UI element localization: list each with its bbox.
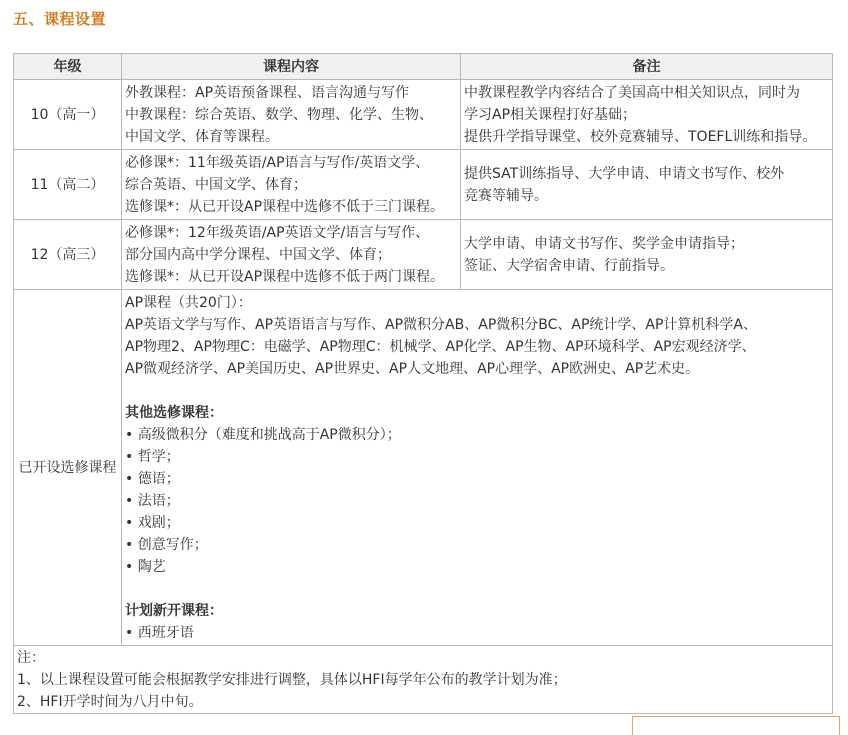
table-row-grade-11	[14, 150, 833, 220]
ap-course-line: AP英语文学与写作、AP英语语言与写作、AP微积分AB、AP微积分BC、AP统计学、AP计算机科学A、	[125, 317, 758, 333]
elective-item: • 戏剧；	[125, 515, 180, 531]
grade-cell: 11（高二）	[14, 150, 122, 220]
content-line: 选修课*：从已开设AP课程中选修不低于两门课程。	[125, 268, 445, 285]
content-line: 外教课程：AP英语预备课程、语言沟通与写作	[125, 84, 410, 101]
elective-item: • 法语；	[125, 493, 180, 509]
planned-item: • 西班牙语	[125, 625, 194, 641]
spacer	[125, 380, 829, 402]
elective-item: • 创意写作；	[125, 537, 208, 553]
content-line: 选修课*：从已开设AP课程中选修不低于三门课程。	[125, 198, 445, 215]
ap-heading: AP课程（共20门）：	[125, 295, 252, 311]
content-cell	[122, 80, 461, 150]
ap-course-line: AP微观经济学、AP美国历史、AP世界史、AP人文地理、AP心理学、AP欧洲史、AP艺术史。	[125, 361, 700, 377]
notes-cell	[14, 646, 833, 714]
note-line: 中教课程教学内容结合了美国高中相关知识点，同时为	[464, 84, 800, 101]
footer-tab	[632, 716, 840, 735]
header-note: 备注	[461, 54, 833, 80]
content-line: 中教课程：综合英语、数学、物理、化学、生物、	[125, 106, 433, 123]
ap-course-line: AP物理2、AP物理C：电磁学、AP物理C：机械学、AP化学、AP生物、AP环境科学、AP宏观经济学、	[125, 339, 756, 355]
note-line: 大学申请、申请文书写作、奖学金申请指导；	[464, 235, 744, 252]
note-line: 签证、大学宿舍申请、行前指导。	[464, 257, 674, 274]
notes-line: 1、以上课程设置可能会根据教学安排进行调整，具体以HFI每学年公布的教学计划为准；	[17, 671, 567, 688]
content-cell	[122, 150, 461, 220]
planned-courses-heading: 计划新开课程：	[125, 603, 223, 619]
grade-cell: 10（高一）	[14, 80, 122, 150]
note-cell	[461, 150, 833, 220]
grade-cell: 12（高三）	[14, 220, 122, 290]
section-title: 五、课程设置	[13, 10, 107, 28]
table-row-electives	[14, 290, 833, 646]
content-line: 必修课*：11年级英语/AP语言与写作/英语文学、	[125, 154, 430, 171]
notes-line: 2、HFI开学时间为八月中旬。	[17, 693, 203, 710]
electives-cell	[122, 290, 833, 646]
spacer	[125, 578, 829, 600]
note-line: 提供SAT训练指导、大学申请、申请文书写作、校外	[464, 165, 785, 182]
elective-item: • 哲学；	[125, 449, 180, 465]
elective-item: • 德语；	[125, 471, 180, 487]
table-header-row	[14, 54, 833, 80]
content-line: 中国文学、体育等课程。	[125, 128, 279, 145]
content-line: 必修课*：12年级英语/AP英语文学/语言与写作、	[125, 224, 430, 241]
other-electives-heading: 其他选修课程：	[125, 405, 223, 421]
grade-cell: 已开设选修课程	[14, 290, 122, 646]
table-row-grade-12	[14, 220, 833, 290]
note-line: 提供升学指导课堂、校外竞赛辅导、TOEFL训练和指导。	[464, 128, 817, 145]
table-row-grade-10	[14, 80, 833, 150]
note-line: 竞赛等辅导。	[464, 187, 548, 204]
content-line: 综合英语、中国文学、体育；	[125, 176, 307, 193]
note-line: 学习AP相关课程打好基础；	[464, 106, 637, 123]
header-content: 课程内容	[122, 54, 461, 80]
note-cell	[461, 80, 833, 150]
note-cell	[461, 220, 833, 290]
course-table	[13, 53, 833, 714]
elective-item: • 高级微积分（难度和挑战高于AP微积分）；	[125, 427, 401, 443]
content-cell	[122, 220, 461, 290]
header-grade: 年级	[14, 54, 122, 80]
notes-label: 注：	[17, 649, 45, 666]
content-line: 部分国内高中学分课程、中国文学、体育；	[125, 246, 391, 263]
elective-item: • 陶艺	[125, 559, 166, 575]
table-row-notes	[14, 646, 833, 714]
